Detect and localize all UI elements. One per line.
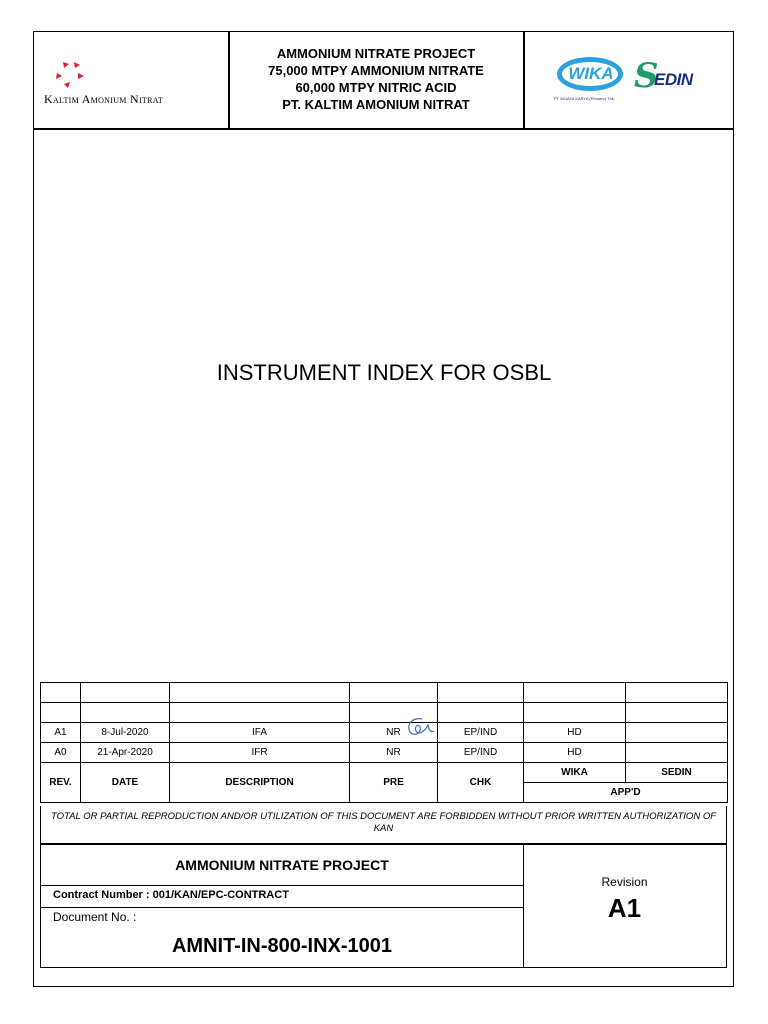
chk-cell: EP/IND [438,743,524,763]
description-cell: IFR [170,743,350,763]
wika-cell: HD [524,723,626,743]
chk-cell: EP/IND [438,723,524,743]
wika-cell: HD [524,743,626,763]
kan-company-name: Kaltim Amonium Nitrat [44,92,164,106]
sedin-logo-s: S [634,56,659,96]
pre-cell [350,723,438,743]
kan-star-icon [50,58,90,92]
wika-logo [556,56,626,106]
reproduction-notice: TOTAL OR PARTIAL REPRODUCTION AND/OR UTILIZATION OF THIS DOCUMENT ARE FORBIDDEN WITHOUT PRIOR WRITTEN AUTHORIZATION OF KAN [40,806,727,844]
rev-cell: A0 [41,743,81,763]
contract-number: Contract Number : 001/KAN/EPC-CONTRACT [53,889,289,901]
document-number: AMNIT-IN-800-INX-1001 [171,935,393,957]
header-sedin: SEDIN [626,763,728,783]
header-divider [33,128,734,130]
document-footer [40,844,727,968]
table-row [41,703,728,723]
pre-cell: NR [350,743,438,763]
signature-icon [402,715,436,741]
header-rev: REV. [41,763,81,803]
header-line: AMMONIUM NITRATE PROJECT [276,46,476,61]
header-wika: WIKA [524,763,626,783]
wika-logo-text: WIKA [568,64,614,83]
header-pre: PRE [350,763,438,803]
header-line: 60,000 MTPY NITRIC ACID [295,80,457,95]
table-header-row [41,763,728,783]
header-line: PT. KALTIM AMONIUM NITRAT [282,97,470,112]
table-row [41,683,728,703]
header-description: DESCRIPTION [170,763,350,803]
sedin-logo-text: EDIN [654,70,693,89]
footer-rule [41,907,523,908]
footer-rule [41,885,523,886]
sedin-cell [626,743,728,763]
header-line: 75,000 MTPY AMMONIUM NITRATE [268,63,484,78]
pre-value: NR [386,727,401,738]
rev-cell: A1 [41,723,81,743]
document-number-label: Document No. : [53,910,137,924]
header-right-divider [523,31,525,129]
table-row [41,743,728,763]
header-chk: CHK [438,763,524,803]
date-cell: 21-Apr-2020 [81,743,170,763]
header-appd: APP'D [524,783,728,803]
description-cell: IFA [170,723,350,743]
header-date: DATE [81,763,170,803]
sedin-logo [634,54,714,100]
sedin-cell [626,723,728,743]
table-row [41,723,728,743]
revision-table [40,682,728,803]
revision-label: Revision [601,875,648,889]
date-cell: 8-Jul-2020 [81,723,170,743]
kan-logo [44,56,224,106]
wika-logo-subtext: PT WIJAYA KARYA (Persero) Tbk. [554,96,615,101]
footer-project: AMMONIUM NITRATE PROJECT [175,857,389,873]
document-title: INSTRUMENT INDEX FOR OSBL [216,360,552,385]
revision-value: A1 [607,893,642,923]
header-project-text [229,45,523,113]
